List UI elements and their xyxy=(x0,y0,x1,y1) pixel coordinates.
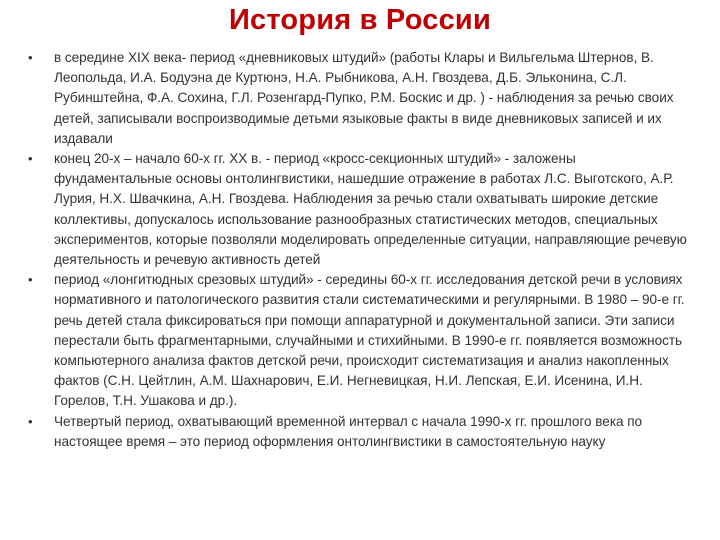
bullet-marker: • xyxy=(28,413,33,429)
bullet-item xyxy=(26,48,696,149)
bullet-text: конец 20-х – начало 60-х гг. XX в. - период «кросс-секционных штудий» - заложены фундаментальные основы онтолингвистики, нашедшие отражение в работах Л.С. Выготского, А.Р. Лурия, Н.Х. Швачкина, А.Н. Гвоздева. Наблюдения за речью стали охватывать широкие детские коллективы, допускалось использование разнообразных статистических методов, специальных экспериментов, которые позволяли моделировать определенные ситуации, направляющие речевую деятельность и речевую активность детей xyxy=(54,151,687,268)
bullet-list xyxy=(26,48,696,452)
bullet-marker: • xyxy=(28,151,33,167)
bullet-item xyxy=(26,412,696,452)
bullet-text: Четвертый период, охватывающий временной интервал с начала 1990-х гг. прошлого века по настоящее время – это период оформления онтолингвистики в самостоятельную науку xyxy=(54,413,643,449)
bullet-text: период «лонгитюдных срезовых штудий» - середины 60-х гг. исследования детской речи в условиях нормативного и патологического развития стали систематическими и регулярными. В 1980 – 90-е гг. речь детей стала фиксироваться при помощи аппаратурной и документальной записи. Эти записи перестали быть фрагментарными, случайными и стихийными. В 1990-е гг. появляется возможность компьютерного анализа фактов детской речи, происходит систематизация и анализ накопленных фактов (С.Н. Цейтлин, А.М. Шахнарович, Е.И. Негневицкая, Н.И. Лепская, Е.И. Исенина, И.Н. Горелов, Т.Н. Ушакова и др.). xyxy=(54,272,685,409)
bullet-item xyxy=(26,149,696,270)
bullet-marker: • xyxy=(28,50,33,65)
slide-title: История в России xyxy=(229,4,491,36)
bullet-item xyxy=(26,270,696,411)
bullet-marker: • xyxy=(28,272,33,288)
bullet-text: в середине XIX века- период «дневниковых штудий» (работы Клары и Вильгельма Штернов, В. Леопольда, И.А. Бодуэна де Куртюнэ, Н.А. Рыбникова, А.Н. Гвоздева, Д.Б. Эльконина, С.Л. Рубинштейна, Ф.А. Сохина, Г.Л. Розенгард-Пупко, Р.М. Боскис и др. ) - наблюдения за речью своих детей, записывали воспроизводимые детьми языковые факты в виде дневниковых записей и их издавали xyxy=(54,50,674,146)
